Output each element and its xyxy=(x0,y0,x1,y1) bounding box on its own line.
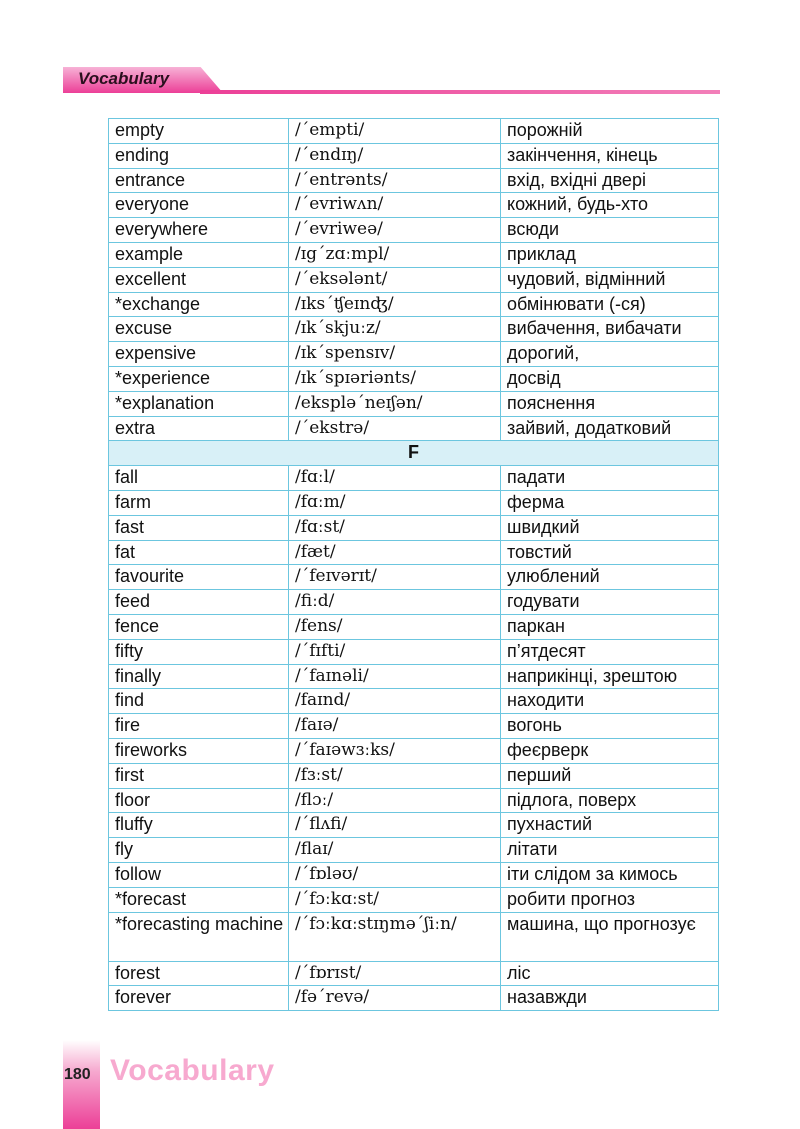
table-row xyxy=(109,466,719,491)
word-cell: fluffy xyxy=(109,813,289,838)
table-row xyxy=(109,788,719,813)
word-cell: *exchange xyxy=(109,292,289,317)
pronunciation-cell: /faɪnd/ xyxy=(289,689,501,714)
word-cell: ending xyxy=(109,143,289,168)
translation-cell: перший xyxy=(501,763,719,788)
pronunciation-cell: /fɜːst/ xyxy=(289,763,501,788)
vocabulary-table-body xyxy=(109,119,719,1011)
word-cell: excuse xyxy=(109,317,289,342)
word-cell: excellent xyxy=(109,267,289,292)
translation-cell: кожний, будь-хто xyxy=(501,193,719,218)
word-cell: follow xyxy=(109,862,289,887)
pronunciation-cell: /fɑːst/ xyxy=(289,515,501,540)
word-cell: fireworks xyxy=(109,738,289,763)
translation-cell: обмінювати (-ся) xyxy=(501,292,719,317)
table-row xyxy=(109,218,719,243)
table-row xyxy=(109,664,719,689)
pronunciation-cell: /fiːd/ xyxy=(289,590,501,615)
pronunciation-cell: /ˊfeɪvərɪt/ xyxy=(289,565,501,590)
table-row xyxy=(109,689,719,714)
pronunciation-cell: /ˊfɒləʊ/ xyxy=(289,862,501,887)
word-cell: expensive xyxy=(109,342,289,367)
table-row xyxy=(109,887,719,912)
table-row xyxy=(109,614,719,639)
table-row xyxy=(109,168,719,193)
translation-cell: зайвий, додатковий xyxy=(501,416,719,441)
table-row xyxy=(109,763,719,788)
table-row xyxy=(109,961,719,986)
translation-cell: наприкінці, зрештою xyxy=(501,664,719,689)
translation-cell: машина, що прогнозує xyxy=(501,912,719,961)
pronunciation-cell: /fæt/ xyxy=(289,540,501,565)
word-cell: farm xyxy=(109,490,289,515)
footer-title: Vocabulary xyxy=(110,1054,275,1087)
pronunciation-cell: /fens/ xyxy=(289,614,501,639)
pronunciation-cell: /ˊekstrə/ xyxy=(289,416,501,441)
table-row xyxy=(109,986,719,1011)
word-cell: everywhere xyxy=(109,218,289,243)
pronunciation-cell: /ˊflʌfi/ xyxy=(289,813,501,838)
table-row xyxy=(109,565,719,590)
translation-cell: вогонь xyxy=(501,714,719,739)
table-row xyxy=(109,119,719,144)
word-cell: *experience xyxy=(109,366,289,391)
table-row xyxy=(109,317,719,342)
translation-cell: пояснення xyxy=(501,391,719,416)
word-cell: forest xyxy=(109,961,289,986)
table-row xyxy=(109,590,719,615)
word-cell: extra xyxy=(109,416,289,441)
table-row xyxy=(109,416,719,441)
header-rule xyxy=(200,90,720,94)
page-number: 180 xyxy=(64,1066,91,1083)
translation-cell: находити xyxy=(501,689,719,714)
pronunciation-cell: /ɪksˊʧeɪnʤ/ xyxy=(289,292,501,317)
table-row xyxy=(109,714,719,739)
translation-cell: ферма xyxy=(501,490,719,515)
translation-cell: підлога, поверх xyxy=(501,788,719,813)
translation-cell: літати xyxy=(501,838,719,863)
word-cell: *explanation xyxy=(109,391,289,416)
translation-cell: вхід, вхідні двері xyxy=(501,168,719,193)
table-row xyxy=(109,267,719,292)
translation-cell: всюди xyxy=(501,218,719,243)
translation-cell: закінчення, кінець xyxy=(501,143,719,168)
word-cell: example xyxy=(109,242,289,267)
pronunciation-cell: /ɪgˊzɑːmpl/ xyxy=(289,242,501,267)
word-cell: favourite xyxy=(109,565,289,590)
letter-section-row xyxy=(109,441,719,466)
word-cell: everyone xyxy=(109,193,289,218)
table-row xyxy=(109,738,719,763)
pronunciation-cell: /ɪkˊspɪəriənts/ xyxy=(289,366,501,391)
pronunciation-cell: /ˊfɪfti/ xyxy=(289,639,501,664)
table-row xyxy=(109,813,719,838)
word-cell: fire xyxy=(109,714,289,739)
translation-cell: товстий xyxy=(501,540,719,565)
word-cell: fall xyxy=(109,466,289,491)
table-row xyxy=(109,540,719,565)
translation-cell: дорогий, xyxy=(501,342,719,367)
translation-cell: назавжди xyxy=(501,986,719,1011)
pronunciation-cell: /faɪə/ xyxy=(289,714,501,739)
table-row xyxy=(109,391,719,416)
pronunciation-cell: /fɑːl/ xyxy=(289,466,501,491)
translation-cell: феєрверк xyxy=(501,738,719,763)
table-row xyxy=(109,342,719,367)
pronunciation-cell: /fəˊrevə/ xyxy=(289,986,501,1011)
translation-cell: улюблений xyxy=(501,565,719,590)
pronunciation-cell: /ˊfɔːkɑːst/ xyxy=(289,887,501,912)
pronunciation-cell: /ˊevriwʌn/ xyxy=(289,193,501,218)
translation-cell: досвід xyxy=(501,366,719,391)
translation-cell: падати xyxy=(501,466,719,491)
translation-cell: паркан xyxy=(501,614,719,639)
word-cell: feed xyxy=(109,590,289,615)
word-cell: fly xyxy=(109,838,289,863)
pronunciation-cell: /ɪkˊskjuːz/ xyxy=(289,317,501,342)
table-row xyxy=(109,639,719,664)
translation-cell: швидкий xyxy=(501,515,719,540)
table-row xyxy=(109,490,719,515)
translation-cell: порожній xyxy=(501,119,719,144)
translation-cell: чудовий, відмінний xyxy=(501,267,719,292)
translation-cell: пухнастий xyxy=(501,813,719,838)
translation-cell: вибачення, вибачати xyxy=(501,317,719,342)
pronunciation-cell: /ˊeksələnt/ xyxy=(289,267,501,292)
pronunciation-cell: /fɑːm/ xyxy=(289,490,501,515)
section-letter: F xyxy=(109,441,719,466)
word-cell: finally xyxy=(109,664,289,689)
word-cell: empty xyxy=(109,119,289,144)
table-row xyxy=(109,862,719,887)
word-cell: fast xyxy=(109,515,289,540)
word-cell: forever xyxy=(109,986,289,1011)
table-row xyxy=(109,515,719,540)
pronunciation-cell: /ˊendɪŋ/ xyxy=(289,143,501,168)
pronunciation-cell: /flɔː/ xyxy=(289,788,501,813)
table-row xyxy=(109,193,719,218)
word-cell: fat xyxy=(109,540,289,565)
table-row xyxy=(109,242,719,267)
table-row xyxy=(109,838,719,863)
table-row xyxy=(109,143,719,168)
word-cell: *forecasting machine xyxy=(109,912,289,961)
pronunciation-cell: /ˊentrənts/ xyxy=(289,168,501,193)
table-row xyxy=(109,366,719,391)
word-cell: first xyxy=(109,763,289,788)
pronunciation-cell: /ˊempti/ xyxy=(289,119,501,144)
translation-cell: ліс xyxy=(501,961,719,986)
pronunciation-cell: /ˊfɒrɪst/ xyxy=(289,961,501,986)
header-title: Vocabulary xyxy=(78,69,170,88)
translation-cell: приклад xyxy=(501,242,719,267)
word-cell: fence xyxy=(109,614,289,639)
translation-cell: годувати xyxy=(501,590,719,615)
pronunciation-cell: /flaɪ/ xyxy=(289,838,501,863)
pronunciation-cell: /ekspləˊneɪʃən/ xyxy=(289,391,501,416)
translation-cell: іти слідом за кимось xyxy=(501,862,719,887)
word-cell: entrance xyxy=(109,168,289,193)
word-cell: fifty xyxy=(109,639,289,664)
translation-cell: робити прогноз xyxy=(501,887,719,912)
pronunciation-cell: /ˊfɔːkɑːstɪŋməˊʃiːn/ xyxy=(289,912,501,961)
vocabulary-table xyxy=(108,118,719,1011)
table-row xyxy=(109,912,719,961)
word-cell: find xyxy=(109,689,289,714)
word-cell: floor xyxy=(109,788,289,813)
pronunciation-cell: /ˊfaɪəwɜːks/ xyxy=(289,738,501,763)
pronunciation-cell: /ˊevriweə/ xyxy=(289,218,501,243)
page-side-bar xyxy=(63,1040,100,1129)
translation-cell: п’ятдесят xyxy=(501,639,719,664)
pronunciation-cell: /ˊfaɪnəli/ xyxy=(289,664,501,689)
word-cell: *forecast xyxy=(109,887,289,912)
pronunciation-cell: /ɪkˊspensɪv/ xyxy=(289,342,501,367)
table-row xyxy=(109,292,719,317)
